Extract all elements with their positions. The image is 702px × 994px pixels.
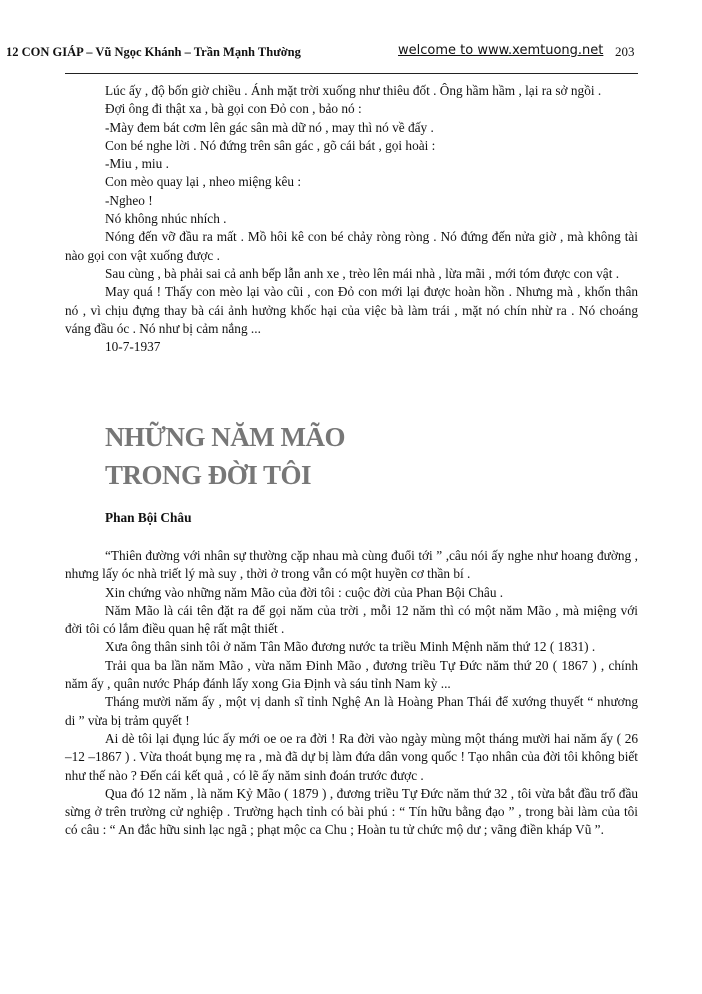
header-divider	[65, 73, 638, 74]
paragraph: Đợi ông đi thật xa , bà gọi con Đỏ con , bảo nó :	[105, 101, 362, 117]
paragraph: Lúc ấy , độ bốn giờ chiều . Ánh mặt trời xuống như thiêu đốt . Ông hầm hầm , lại ra sở ngồi .	[105, 83, 602, 98]
previous-story-ending	[65, 82, 638, 356]
page-number: 203	[615, 44, 635, 59]
dialogue-line: -Ngheo !	[105, 192, 153, 208]
paragraph: Nó không nhúc nhích .	[105, 211, 227, 227]
paragraph: Trải qua ba lần năm Mão , vừa năm Đinh Mão , đương triều Tự Đức năm thứ 20 ( 1867 ) , chính năm ấy , quân nước Pháp đánh lấy xong Gia Định và sáu tỉnh Nam kỳ ...	[65, 657, 638, 692]
title-line-2: TRONG ĐỜI TÔI	[105, 460, 312, 490]
dialogue-line: -Mày đem bát cơm lên gác sân mà dữ nó , may thì nó về đấy .	[105, 119, 434, 135]
article-title	[105, 418, 345, 494]
paragraph: Xin chứng vào những năm Mão của đời tôi : cuộc đời của Phan Bội Châu .	[105, 584, 504, 600]
paragraph: Qua đó 12 năm , là năm Kỷ Mão ( 1879 ) , đương triều Tự Đức năm thứ 32 , tôi vừa bắt đầu trổ đầu sừng ở trên trường cử nghiệp . Trường hạch tỉnh có bài phú : “ Tín hữu bằng đạo ” , trong bài làm của tôi có câu : “ An đắc hữu sinh lạc ngã ; phạt mộc ca Chu ; Hoàn tu tử chức mộ dư ; vãng điền kháp Vũ ”.	[65, 785, 638, 838]
story-date: 10-7-1937	[105, 339, 161, 355]
article-author: Phan Bội Châu	[105, 510, 192, 525]
paragraph: Sau cùng , bà phải sai cả anh bếp lẫn anh xe , trèo lên mái nhà , lừa mãi , mới tóm được con vật .	[105, 265, 620, 281]
paragraph: Nóng đến vỡ đầu ra mất . Mồ hôi kê con bé chảy ròng ròng . Nó đứng đến nửa giờ , mà không tài nào gọi con vật xuống được .	[65, 229, 638, 263]
paragraph: “Thiên đường với nhân sự thường cặp nhau mà cùng đuổi tới ” ,câu nói ấy nghe như hoang đường , nhưng lấy óc nhà triết lý mà suy , thời ở trong vẫn có một huyền cơ thần bí .	[65, 548, 638, 582]
book-title-header: 12 CON GIÁP – Vũ Ngọc Khánh – Trần Mạnh Thường	[6, 45, 301, 59]
paragraph: Con mèo quay lại , nheo miệng kêu :	[105, 174, 302, 190]
dialogue-line: -Miu , miu .	[105, 156, 169, 172]
paragraph: Tháng mười năm ấy , một vị danh sĩ tỉnh Nghệ An là Hoàng Phan Thái để xướng thuyết “ nhương di ” vừa bị trảm quyết !	[65, 694, 638, 728]
paragraph: Con bé nghe lời . Nó đứng trên sân gác , gõ cái bát , gọi hoài :	[105, 137, 436, 153]
website-link[interactable]: welcome to www.xemtuong.net	[398, 43, 604, 58]
paragraph: Năm Mão là cái tên đặt ra để gọi năm của trời , mỗi 12 năm thì có một năm Mão , mà miệng với đời tôi có lắm điều quan hệ rất mật thiết .	[65, 602, 638, 637]
article-body	[65, 547, 638, 840]
paragraph: Ai dè tôi lại đụng lúc ấy mới oe oe ra đời ! Ra đời vào ngày mùng một tháng mười hai năm ấy ( 26 –12 –1867 ) . Vừa thoát bụng mẹ ra , mà đã dự bị làm đứa dân vong quốc ! Tạo nhân của đời tôi không biết như thế nào ? Đến cái kết quả , có lẽ ấy năm sinh đoán trước được .	[65, 730, 638, 783]
paragraph: Xưa ông thân sinh tôi ở năm Tân Mão đương nước ta triều Minh Mệnh năm thứ 12 ( 1831) .	[105, 639, 596, 655]
title-line-1: NHỮNG NĂM MÃO	[105, 422, 345, 452]
paragraph: May quá ! Thấy con mèo lại vào cũi , con Đỏ con mới lại được hoàn hồn . Nhưng mà , khốn thân nó , vì chịu đựng thay bà cái ảnh hưởng khốc hại của việc bà làm trái , mặt nó chín nhừ ra . Nó choáng váng đầu óc . Nó như bị cảm nắng ...	[65, 284, 638, 336]
